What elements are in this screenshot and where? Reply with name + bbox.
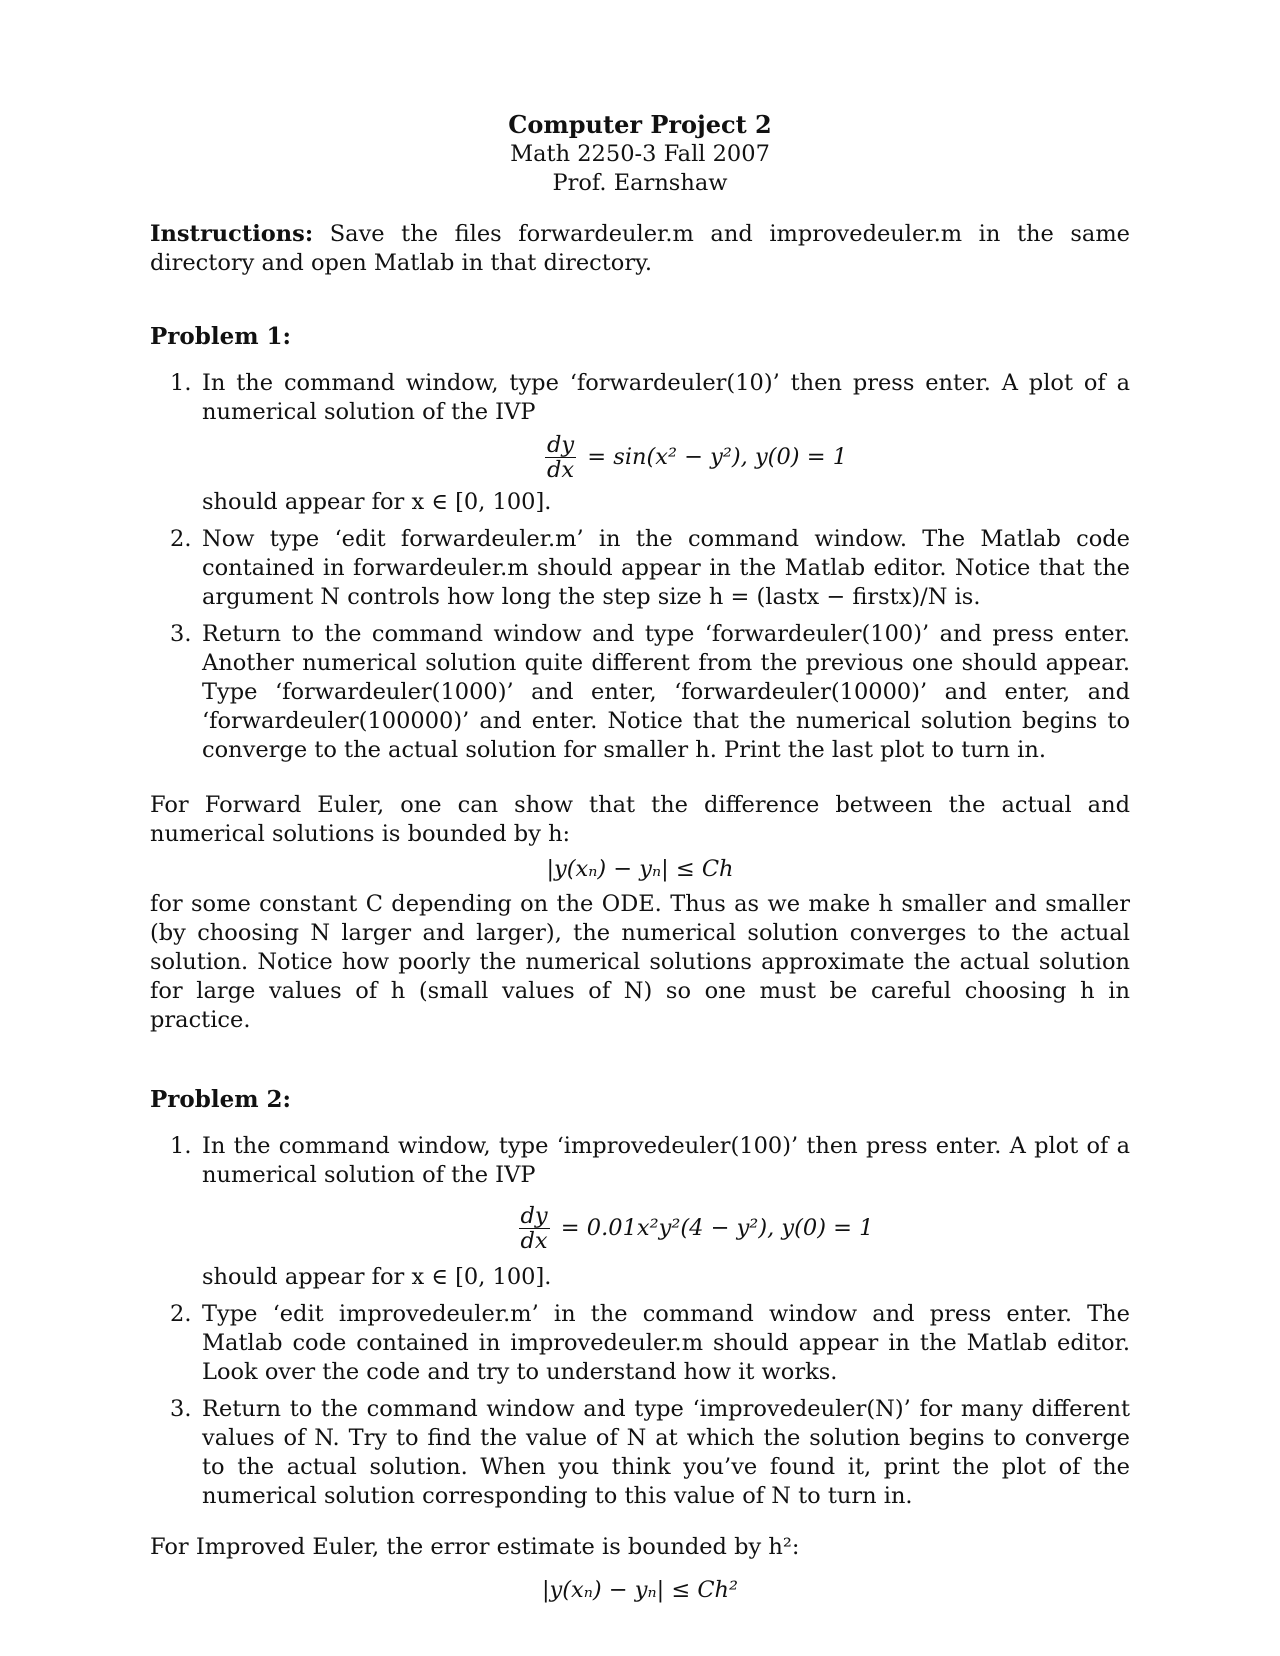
list-item (150, 525, 1130, 612)
item-text: In the command window, type ‘forwardeuler(10)’ then press enter. A plot of a numerical solution of the IVP (202, 370, 1130, 425)
improved-euler-paragraph: For Improved Euler, the error estimate is bounded by h²: (150, 1534, 800, 1560)
item-number: 3. (170, 621, 192, 647)
instructions-paragraph (150, 220, 1130, 278)
item-number: 3. (170, 1396, 192, 1422)
list-item (150, 1300, 1130, 1387)
professor-line: Prof. Earnshaw (552, 170, 728, 196)
problem-1-heading: Problem 1: (150, 323, 292, 350)
document-title: Computer Project 2 (508, 110, 772, 139)
document-page (150, 110, 1130, 1611)
fraction-denominator: dx (520, 1228, 548, 1254)
item-number: 2. (170, 526, 192, 552)
fraction-numerator: dy (546, 432, 575, 458)
list-item (150, 1395, 1130, 1511)
instructions-label: Instructions: (150, 221, 314, 247)
item-number: 1. (170, 370, 192, 396)
list-item (150, 369, 1130, 517)
forward-euler-explanation: for some constant C depending on the ODE. Thus as we make h smaller and smaller (by choosing N larger and larger), the numerical solution converges to the actual solution. Notice how poorly the numerical solutions approximate the actual solution for large values of h (small values of N) so one must be careful choosing h in practice. (150, 891, 1130, 1033)
ivp-equation (262, 433, 1130, 482)
item-text-continued: should appear for x ∈ [0, 100]. (202, 489, 552, 515)
derivative-fraction (545, 433, 576, 482)
problem-2-list (150, 1132, 1130, 1511)
item-number: 2. (170, 1301, 192, 1327)
equation-rhs: = sin(x² − y²), y(0) = 1 (587, 444, 848, 470)
item-number: 1. (170, 1133, 192, 1159)
improved-euler-bound: |y(xₙ) − yₙ| ≤ Ch² (541, 1577, 739, 1603)
fraction-denominator: dx (547, 457, 575, 483)
item-text-continued: should appear for x ∈ [0, 100]. (202, 1264, 552, 1290)
problem-1-list (150, 369, 1130, 765)
item-text: Return to the command window and type ‘forwardeuler(100)’ and press enter. Another numerical solution quite different from the previous one should appear. Type ‘forwardeuler(1000)’ and enter, ‘forwardeuler(10000)’ and enter, and ‘forwardeuler(100000)’ and enter. Notice that the numerical solution begins to converge to the actual solution for smaller h. Print the last plot to turn in. (202, 621, 1130, 763)
list-item (150, 620, 1130, 765)
fraction-numerator: dy (520, 1203, 548, 1229)
instructions-text: Save the files forwardeuler.m and improvedeuler.m in the same directory and open Matlab in that directory. (150, 221, 1130, 276)
title-block (150, 110, 1130, 198)
list-item (150, 1132, 1130, 1292)
problem-2-heading: Problem 2: (150, 1086, 292, 1113)
forward-euler-paragraph: For Forward Euler, one can show that the difference between the actual and numerical solutions is bounded by h: (150, 792, 1130, 847)
derivative-fraction (519, 1204, 550, 1253)
equation-rhs: = 0.01x²y²(4 − y²), y(0) = 1 (560, 1215, 874, 1241)
item-text: In the command window, type ‘improvedeuler(100)’ then press enter. A plot of a numerical solution of the IVP (202, 1133, 1130, 1188)
item-text: Now type ‘edit forwardeuler.m’ in the command window. The Matlab code contained in forwardeuler.m should appear in the Matlab editor. Notice that the argument N controls how long the step size h = (lastx − firstx)/N is. (202, 526, 1130, 610)
forward-euler-bound: |y(xₙ) − yₙ| ≤ Ch (546, 856, 734, 882)
course-line: Math 2250-3 Fall 2007 (510, 141, 770, 167)
item-text: Type ‘edit improvedeuler.m’ in the command window and press enter. The Matlab code contained in improvedeuler.m should appear in the Matlab editor. Look over the code and try to understand how it works. (202, 1301, 1130, 1385)
item-text: Return to the command window and type ‘improvedeuler(N)’ for many different values of N. Try to find the value of N at which the solution begins to converge to the actual solution. When you think you’ve found it, print the plot of the numerical solution corresponding to this value of N to turn in. (202, 1396, 1130, 1509)
ivp-equation (262, 1204, 1130, 1253)
